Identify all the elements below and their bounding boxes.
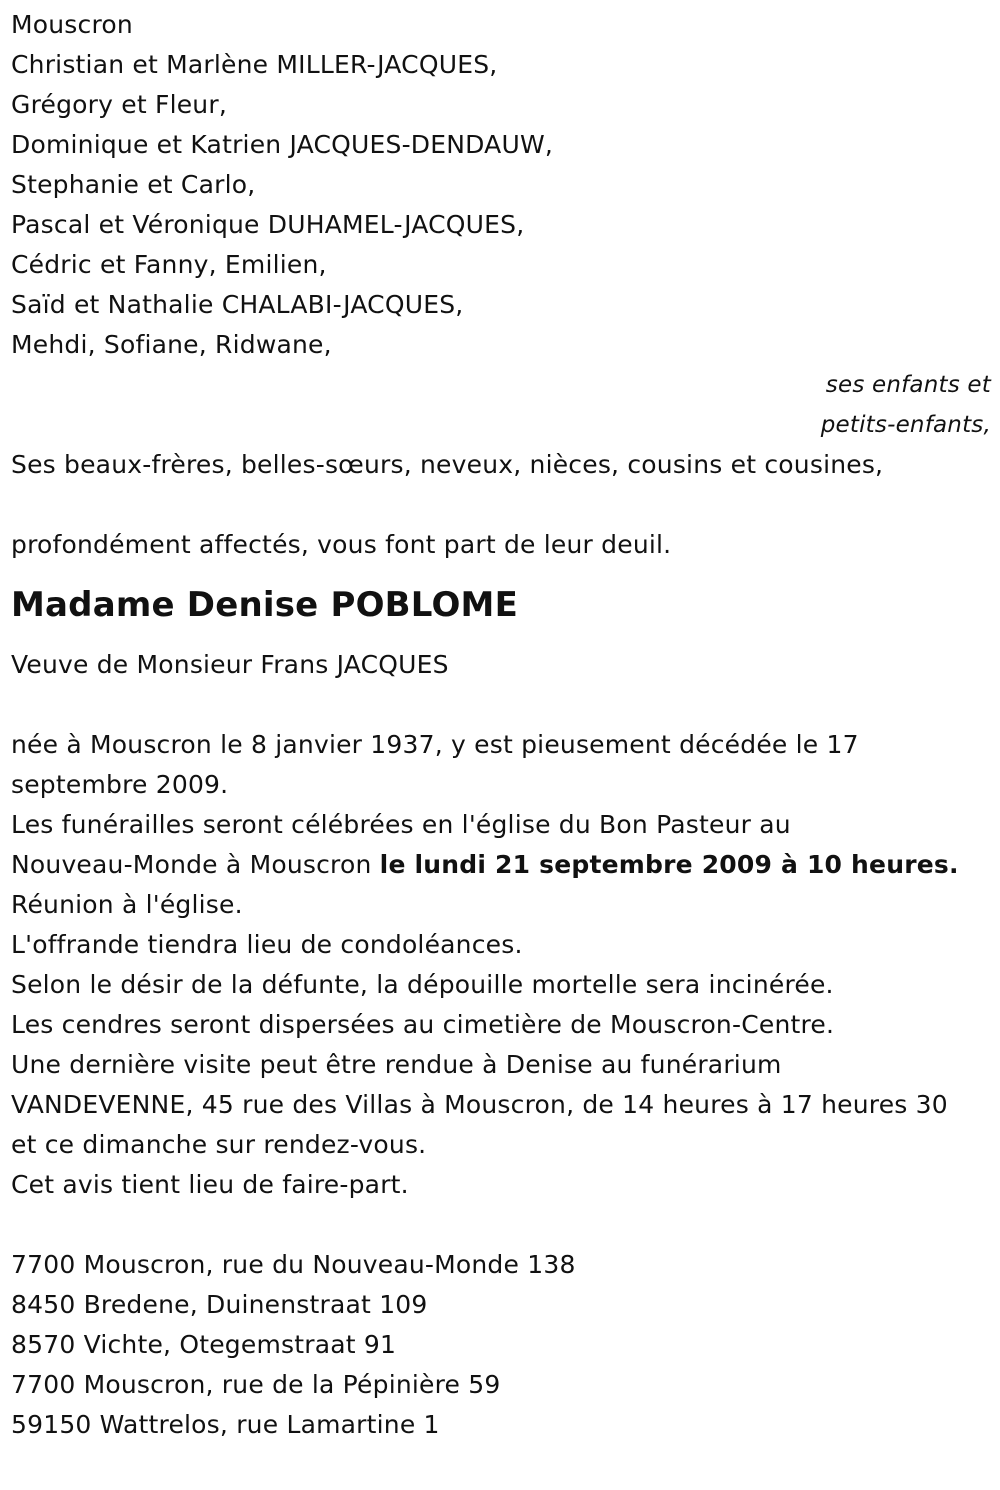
family-member-line: Pascal et Véronique DUHAMEL-JACQUES, <box>11 210 525 239</box>
family-member-line: Stephanie et Carlo, <box>11 170 256 199</box>
city-heading: Mouscron <box>11 10 133 39</box>
visit-line3: et ce dimanche sur rendez-vous. <box>11 1130 427 1159</box>
address-line: 7700 Mouscron, rue de la Pépinière 59 <box>11 1370 501 1399</box>
meeting-line: Réunion à l'église. <box>11 890 243 919</box>
ashes-line: Les cendres seront dispersées au cimetière de Mouscron-Centre. <box>11 1010 835 1039</box>
visit-line1: Une dernière visite peut être rendue à Denise au funérarium <box>11 1050 782 1079</box>
address-line: 8450 Bredene, Duinenstraat 109 <box>11 1290 428 1319</box>
relation-label-line1: ses enfants et <box>825 372 991 398</box>
birth-death-line1: née à Mouscron le 8 janvier 1937, y est pieusement décédée le 17 <box>11 730 859 759</box>
spacer <box>11 485 991 525</box>
address-line: 7700 Mouscron, rue du Nouveau-Monde 138 <box>11 1250 576 1279</box>
funeral-line1: Les funérailles seront célébrées en l'église du Bon Pasteur au <box>11 810 791 839</box>
relation-label-line2: petits-enfants, <box>820 412 991 438</box>
deceased-name: Madame Denise POBLOME <box>11 585 519 625</box>
obituary-notice <box>11 5 991 1445</box>
family-member-line: Cédric et Fanny, Emilien, <box>11 250 327 279</box>
announcement-line: profondément affectés, vous font part de leur deuil. <box>11 530 672 559</box>
address-line: 8570 Vichte, Otegemstraat 91 <box>11 1330 397 1359</box>
family-member-line: Christian et Marlène MILLER-JACQUES, <box>11 50 498 79</box>
offering-line: L'offrande tiendra lieu de condoléances. <box>11 930 523 959</box>
family-member-line: Dominique et Katrien JACQUES-DENDAUW, <box>11 130 554 159</box>
spacer <box>11 685 991 725</box>
family-member-line: Saïd et Nathalie CHALABI-JACQUES, <box>11 290 464 319</box>
birth-death-line2: septembre 2009. <box>11 770 229 799</box>
wish-line: Selon le désir de la défunte, la dépouille mortelle sera incinérée. <box>11 970 834 999</box>
widow-of-line: Veuve de Monsieur Frans JACQUES <box>11 650 449 679</box>
extended-family-line: Ses beaux-frères, belles-sœurs, neveux, nièces, cousins et cousines, <box>11 450 884 479</box>
spacer <box>11 1205 991 1245</box>
funeral-line2 <box>11 845 991 885</box>
funeral-location-text: Nouveau-Monde à Mouscron <box>11 850 380 879</box>
address-line: 59150 Wattrelos, rue Lamartine 1 <box>11 1410 440 1439</box>
notice-line: Cet avis tient lieu de faire-part. <box>11 1170 409 1199</box>
family-member-line: Grégory et Fleur, <box>11 90 227 119</box>
family-member-line: Mehdi, Sofiane, Ridwane, <box>11 330 332 359</box>
visit-line2: VANDEVENNE, 45 rue des Villas à Mouscron, de 14 heures à 17 heures 30 <box>11 1090 948 1119</box>
funeral-date-text: le lundi 21 septembre 2009 à 10 heures. <box>379 850 959 879</box>
